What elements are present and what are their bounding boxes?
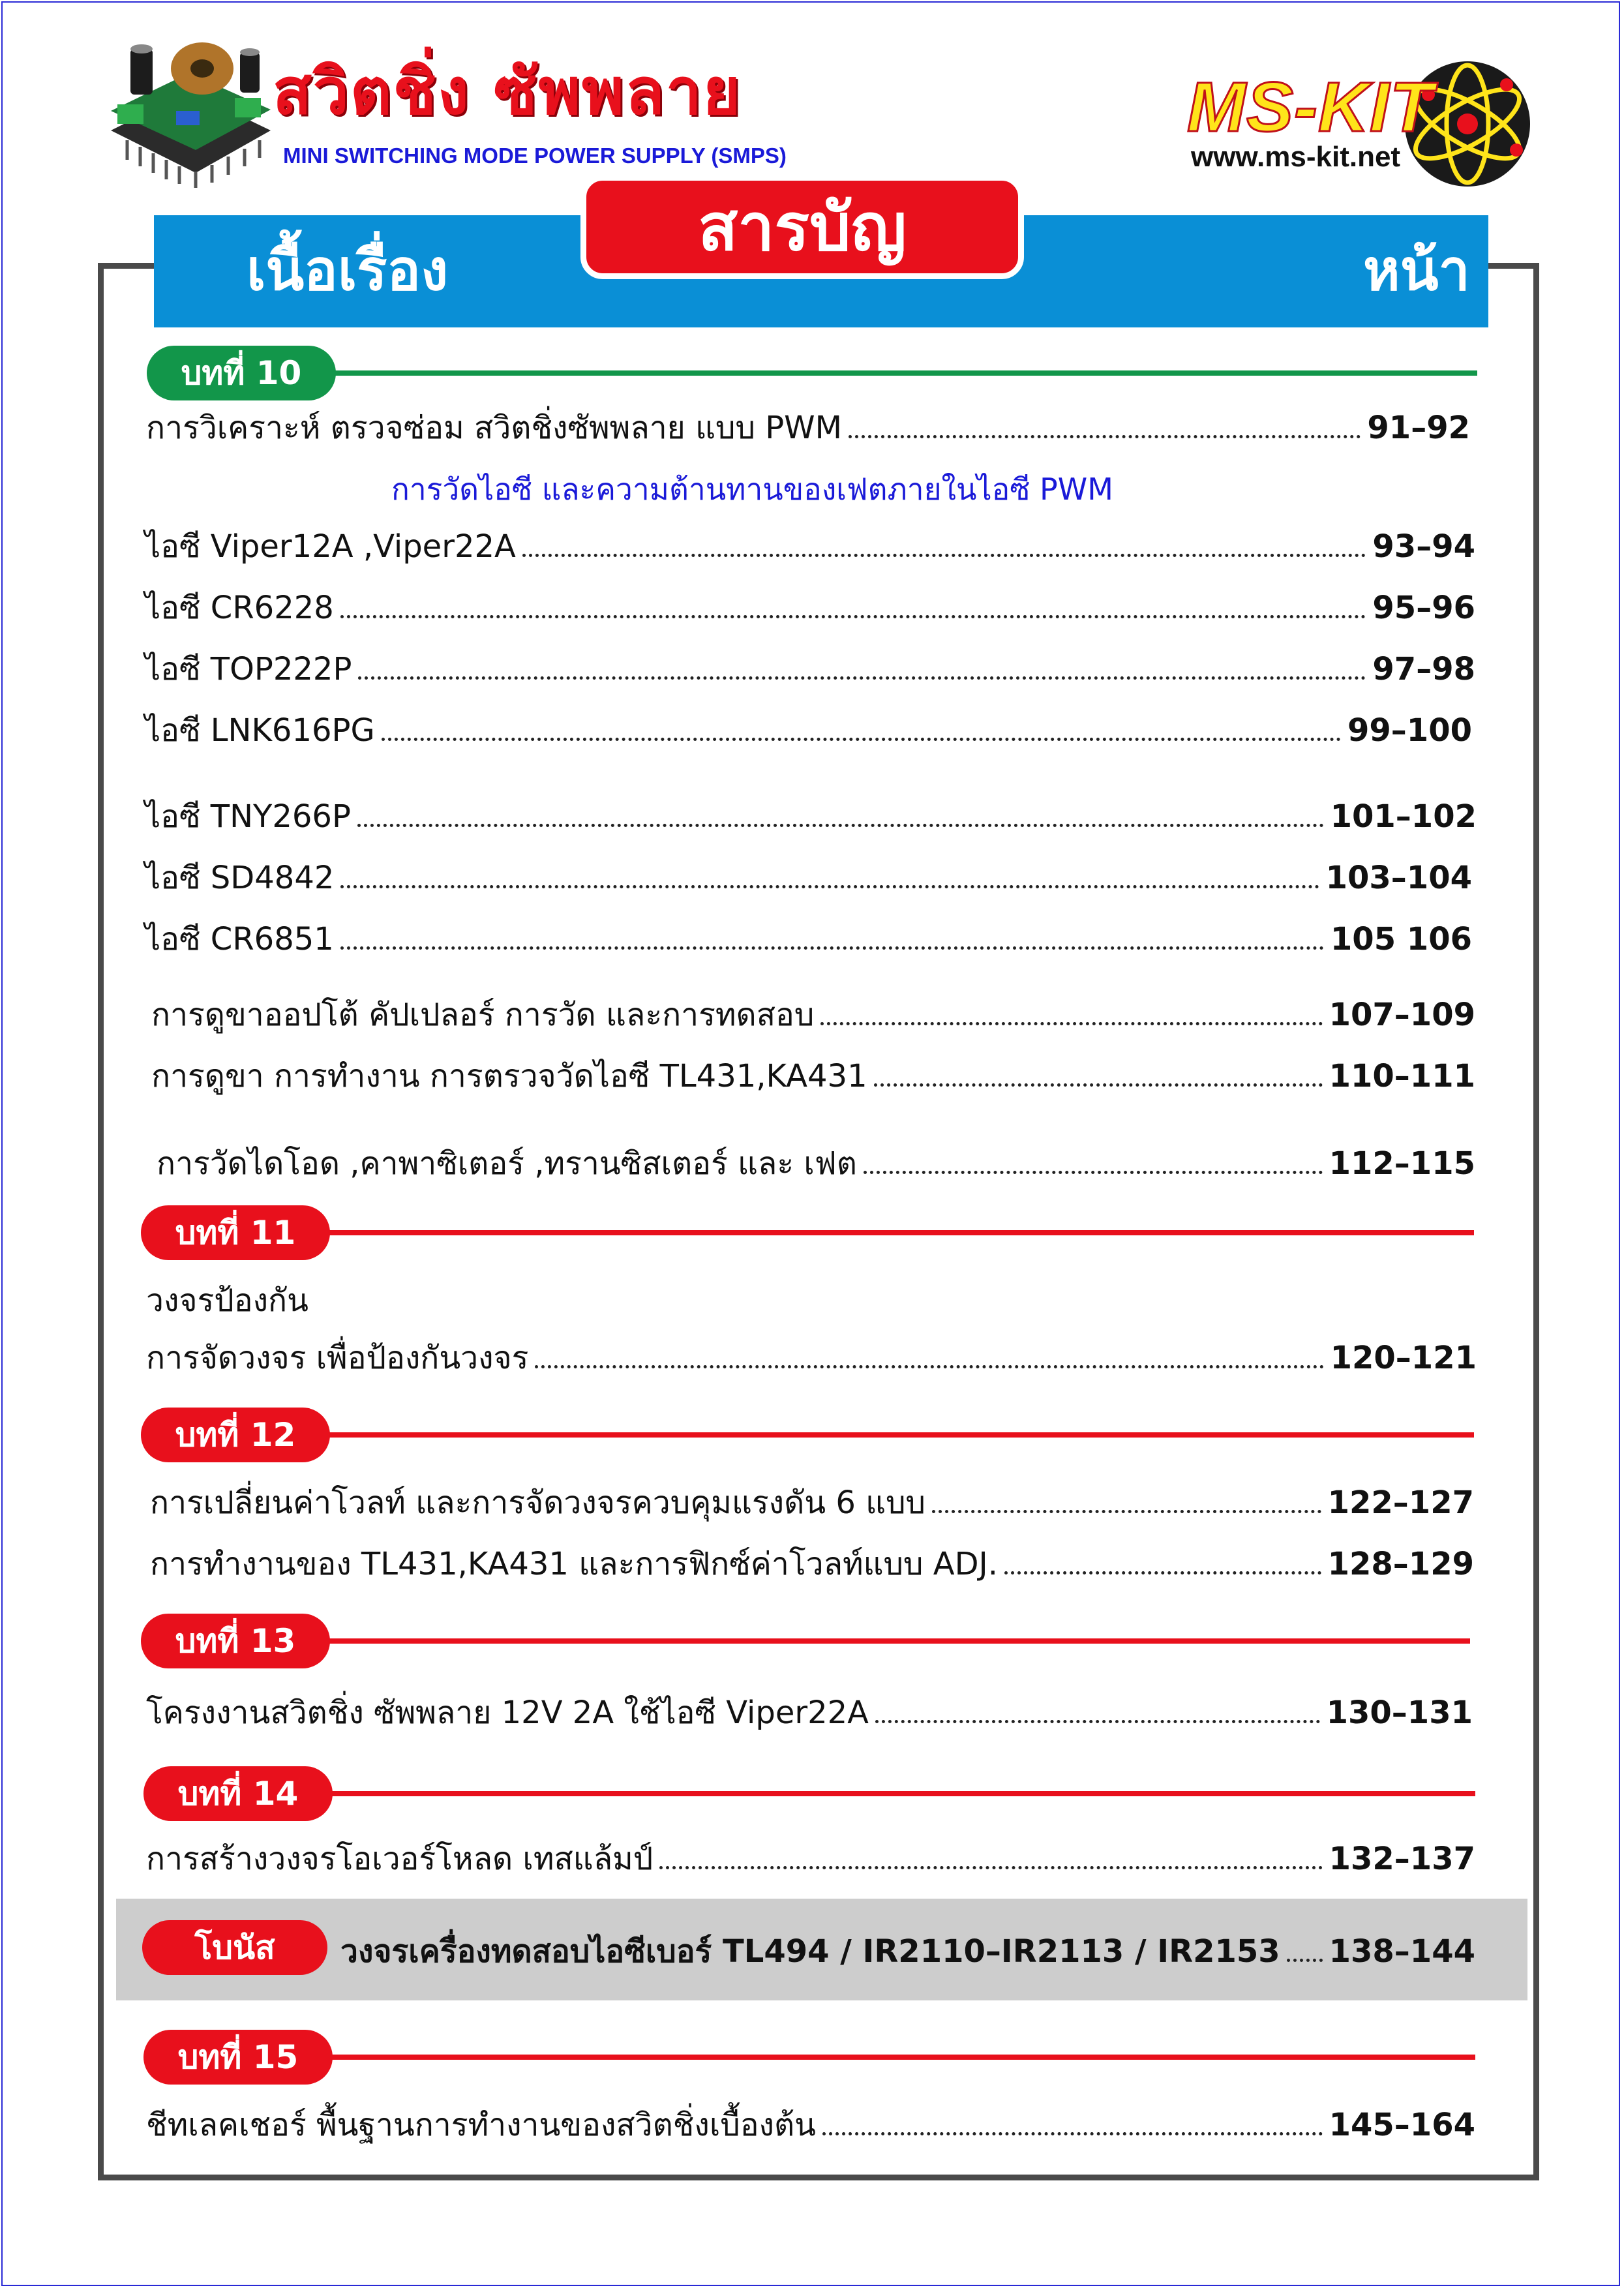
entry-page: 130–131 (1326, 1695, 1473, 1731)
toc-entry (340, 1933, 1475, 1971)
chapter-heading: วงจรป้องกัน (146, 1282, 308, 1319)
dot-leader (535, 1365, 1323, 1368)
dot-leader (820, 1022, 1322, 1025)
entry-page: 105 106 (1330, 921, 1472, 957)
entry-title: การวิเคราะห์ ตรวจซ่อม สวิตชิ่งซัพพลาย แบบ PWM (146, 410, 843, 446)
chapter-14-badge: บทที่ 14 (143, 1766, 333, 1821)
power-supply-module-image (98, 33, 280, 189)
chapter-15-badge: บทที่ 15 (143, 2030, 333, 2085)
entry-page: 101–102 (1330, 798, 1477, 835)
toc-entry (145, 712, 1472, 750)
toc-entry (145, 860, 1472, 897)
toc-title: สารบัญ (580, 175, 1024, 279)
dot-leader (340, 615, 1366, 618)
entry-page: 128–129 (1327, 1546, 1474, 1582)
chapter-10-badge: บทที่ 10 (147, 346, 336, 400)
dot-leader (357, 824, 1324, 827)
dot-leader (874, 1083, 1323, 1087)
entry-title: ไอซี CR6851 (145, 921, 334, 957)
toc-entry (145, 921, 1472, 959)
entry-title: ไอซี SD4842 (145, 860, 335, 896)
toc-entry (151, 1058, 1475, 1096)
chapter-13-rule (322, 1638, 1470, 1644)
dot-leader (382, 738, 1341, 741)
chapter-14-rule (326, 1791, 1475, 1796)
dot-leader (659, 1866, 1322, 1869)
toc-entry (146, 1841, 1475, 1878)
brand-logo-text: MS-KIT (1187, 67, 1434, 146)
toc-entry (145, 528, 1475, 566)
column-header-content: เนื้อเรื่อง (247, 238, 449, 303)
dot-leader (340, 885, 1319, 888)
entry-title: ไอซี LNK616PG (145, 712, 375, 749)
toc-entry (146, 1340, 1477, 1378)
dot-leader (822, 2132, 1323, 2135)
entry-page: 145–164 (1329, 2107, 1475, 2143)
entry-title: การวัดไดโอด ,คาพาซิเตอร์ ,ทรานซิสเตอร์ และ เฟต (157, 1145, 857, 1182)
toc-entry (150, 1484, 1474, 1522)
toc-entry (151, 997, 1475, 1034)
entry-title: โครงงานสวิตชิ่ง ซัพพลาย 12V 2A ใช้ไอซี Viper22A (146, 1695, 869, 1731)
chapter-11-rule (322, 1230, 1474, 1235)
entry-page: 112–115 (1329, 1145, 1475, 1182)
entry-title: การจัดวงจร เพื่อป้องกันวงจร (146, 1340, 529, 1376)
dot-leader (340, 946, 1324, 950)
entry-title: การสร้างวงจรโอเวอร์โหลด เทสแล้มป์ (146, 1841, 654, 1877)
entry-title: ไอซี TNY266P (145, 798, 351, 835)
entry-page: 132–137 (1329, 1841, 1475, 1877)
entry-page: 110–111 (1329, 1058, 1475, 1094)
bonus-badge: โบนัส (142, 1920, 327, 1975)
chapter-11-badge: บทที่ 11 (141, 1205, 330, 1260)
toc-entry (145, 798, 1477, 836)
entry-page: 120–121 (1330, 1340, 1477, 1376)
entry-title: การดูขา การทำงาน การตรวจวัดไอซี TL431,KA431 (151, 1058, 867, 1094)
toc-entry (146, 410, 1470, 447)
entry-title: การดูขาออปโต้ คัปเปลอร์ การวัด และการทดสอบ (151, 997, 815, 1033)
entry-page: 103–104 (1325, 860, 1472, 896)
entry-title: ไอซี CR6228 (145, 590, 334, 626)
column-header-page: หน้า (1363, 238, 1470, 303)
dot-leader (864, 1171, 1323, 1174)
entry-title: การเปลี่ยนค่าโวลท์ และการจัดวงจรควบคุมแรงดัน 6 แบบ (150, 1484, 926, 1521)
toc-entry (146, 2107, 1475, 2145)
chapter-10-rule (326, 370, 1477, 376)
entry-page: 97–98 (1372, 651, 1475, 687)
entry-page: 107–109 (1329, 997, 1475, 1033)
toc-entry (157, 1145, 1475, 1183)
entry-title: ชีทเลคเชอร์ พื้นฐานการทำงานของสวิตชิ่งเบื้องต้น (146, 2107, 816, 2143)
entry-title: ไอซี Viper12A ,Viper22A (145, 528, 516, 565)
entry-page: 93–94 (1372, 528, 1475, 565)
dot-leader (1287, 1959, 1323, 1962)
entry-title: ไอซี TOP222P (145, 651, 352, 687)
chapter-15-rule (326, 2055, 1475, 2060)
entry-page: 99–100 (1347, 712, 1472, 749)
entry-page: 122–127 (1327, 1484, 1474, 1521)
entry-title: การทำงานของ TL431,KA431 และการฟิกซ์ค่าโวลท์แบบ ADJ. (150, 1546, 998, 1582)
dot-leader (849, 435, 1361, 438)
toc-entry (145, 651, 1475, 689)
chapter-13-badge: บทที่ 13 (141, 1614, 330, 1668)
toc-entry (150, 1546, 1474, 1584)
dot-leader (1004, 1571, 1321, 1574)
entry-title: วงจรเครื่องทดสอบไอซีเบอร์ TL494 / IR2110–IR2113 / IR2153 (340, 1933, 1280, 1970)
section-subheading: การวัดไอซี และความต้านทานของเฟตภายในไอซี PWM (391, 472, 1113, 507)
toc-entry (145, 590, 1475, 627)
entry-page: 95–96 (1372, 590, 1475, 626)
dot-leader (875, 1720, 1320, 1723)
entry-page: 138–144 (1329, 1933, 1475, 1970)
website-url: www.ms-kit.net (1191, 141, 1401, 173)
chapter-12-rule (322, 1432, 1474, 1438)
brand-title: สวิตชิ่ง ซัพพลาย (273, 55, 742, 129)
toc-entry (146, 1695, 1473, 1732)
dot-leader (522, 554, 1366, 557)
entry-page: 91–92 (1367, 410, 1470, 446)
brand-subtitle: MINI SWITCHING MODE POWER SUPPLY (SMPS) (283, 143, 787, 168)
dot-leader (358, 676, 1366, 680)
chapter-12-badge: บทที่ 12 (141, 1408, 330, 1462)
dot-leader (932, 1510, 1321, 1513)
